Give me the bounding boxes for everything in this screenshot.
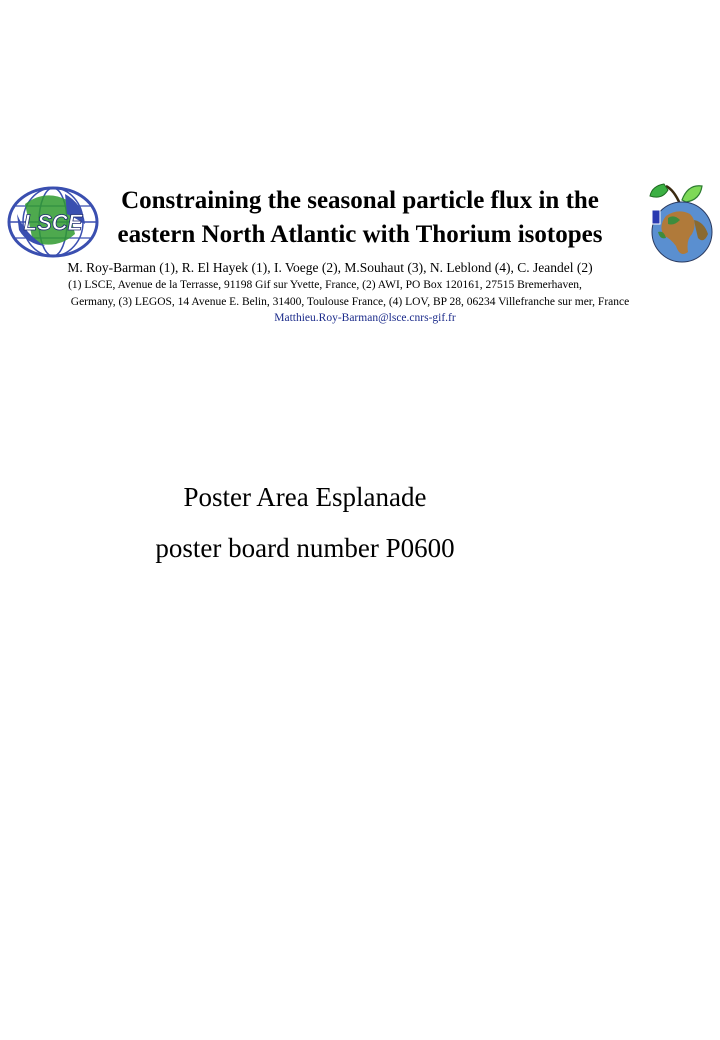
- poster-title-line1: Constraining the seasonal particle flux in the: [121, 187, 599, 214]
- lsce-logo-text: LSCE: [23, 210, 83, 235]
- poster-board-number: poster board number P0600: [155, 533, 455, 563]
- affiliations-line2: Germany, (3) LEGOS, 14 Avenue E. Belin, 31400, Toulouse France, (4) LOV, BP 28, 06234 Villefranche sur mer, France: [70, 296, 630, 308]
- affiliations-line1: (1) LSCE, Avenue de la Terrasse, 91198 Gif sur Yvette, France, (2) AWI, PO Box 120161, 27515 Bremerhaven,: [68, 279, 582, 291]
- authors-list: M. Roy-Barman (1), R. El Hayek (1), I. Voege (2), M.Souhaut (3), N. Leblond (4), C. Jeandel (2): [67, 260, 593, 275]
- contact-email: Matthieu.Roy-Barman@lsce.cnrs-gif.fr: [274, 312, 456, 324]
- poster-area: Poster Area Esplanade: [183, 482, 427, 512]
- poster-title-line2: eastern North Atlantic with Thorium isotopes: [117, 221, 603, 248]
